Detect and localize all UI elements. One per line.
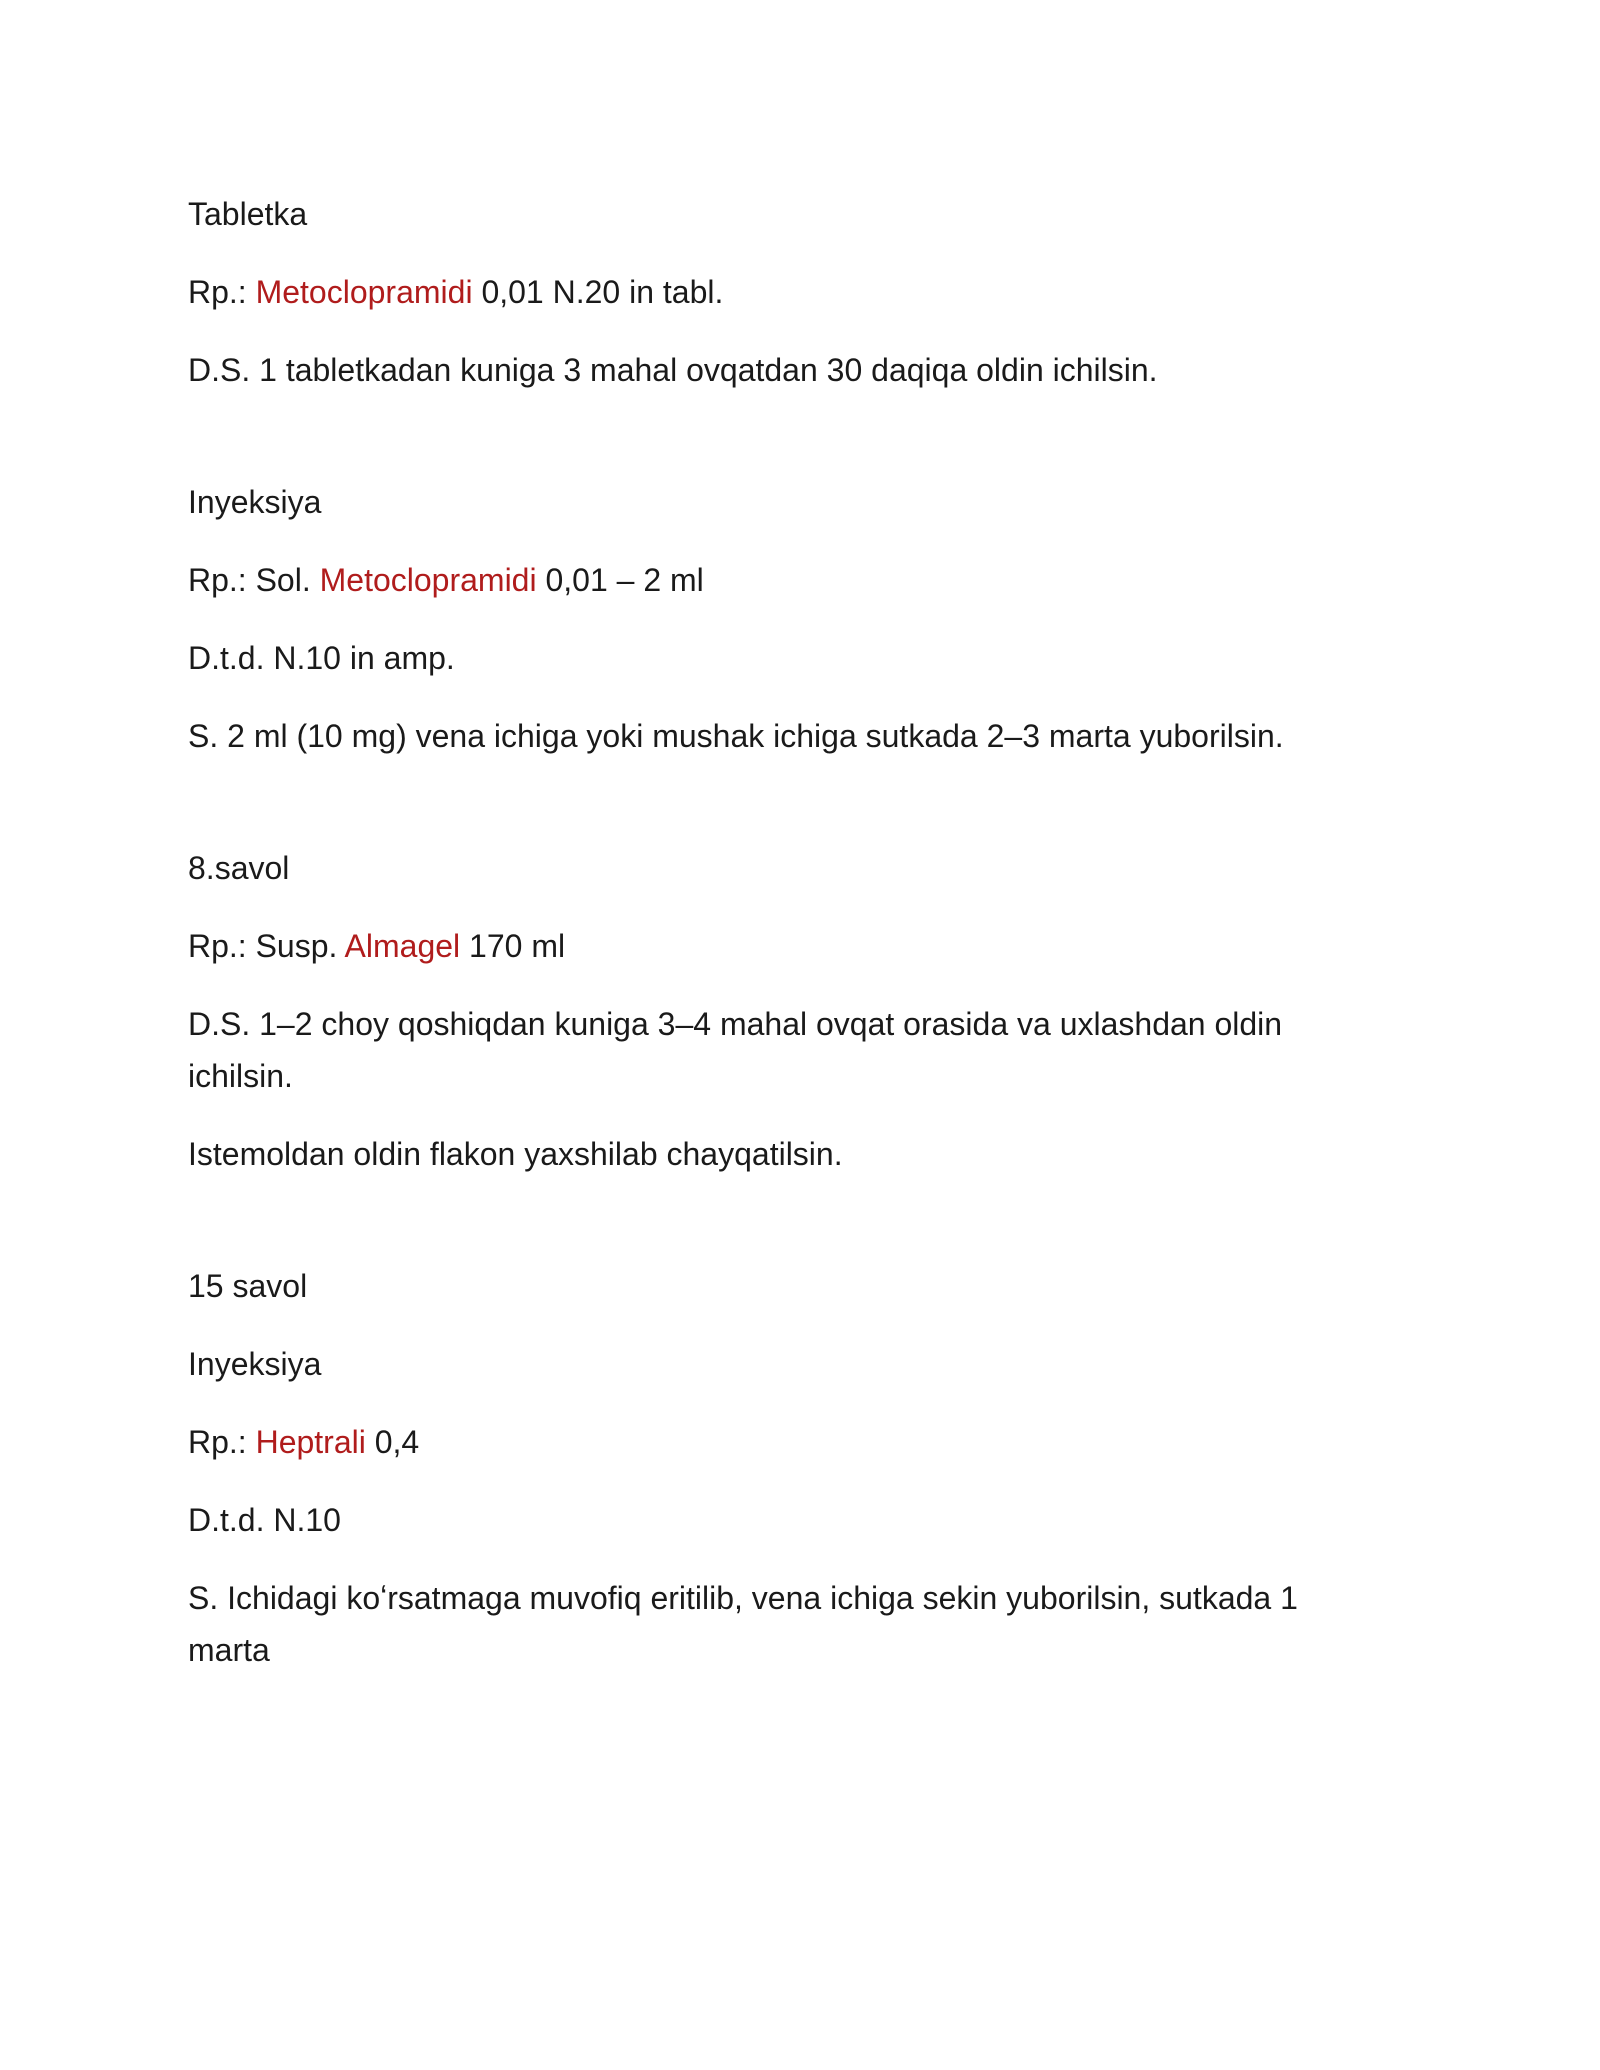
signa-line: D.S. 1–2 choy qoshiqdan kuniga 3–4 mahal ovqat orasida va uxlashdan oldin ichilsin. [188, 1006, 1283, 1094]
section-tablet [188, 188, 1388, 396]
section-question-15 [188, 1260, 1388, 1676]
drug-name: Metoclopramidi [255, 274, 473, 310]
drug-name: Almagel [344, 928, 461, 964]
section-question-8 [188, 842, 1388, 1180]
rp-dose: 0,01 N.20 in tabl. [472, 274, 724, 310]
section-subheading: Inyeksiya [188, 1346, 322, 1382]
prescription-line [188, 1416, 1388, 1468]
prescription-line [188, 554, 1388, 606]
drug-name: Heptrali [255, 1424, 366, 1460]
rp-prefix: Rp.: [188, 1424, 256, 1460]
rp-dose: 170 ml [460, 928, 566, 964]
rp-dose: 0,4 [365, 1424, 420, 1460]
rp-prefix: Rp.: [188, 274, 256, 310]
signa-line: S. 2 ml (10 mg) vena ichiga yoki mushak ichiga sutkada 2–3 marta yuborilsin. [188, 718, 1284, 754]
rp-dose: 0,01 – 2 ml [536, 562, 704, 598]
prescription-line [188, 266, 1388, 318]
dtd-line: D.t.d. N.10 [188, 1502, 341, 1538]
rp-prefix: Rp.: Sol. [188, 562, 320, 598]
prescription-line [188, 920, 1388, 972]
note-line: Istemoldan oldin flakon yaxshilab chayqatilsin. [188, 1136, 843, 1172]
section-heading: Inyeksiya [188, 484, 322, 520]
signa-line: D.S. 1 tabletkadan kuniga 3 mahal ovqatdan 30 daqiqa oldin ichilsin. [188, 352, 1158, 388]
document-body [188, 188, 1388, 1702]
section-injection [188, 476, 1388, 762]
dtd-line: D.t.d. N.10 in amp. [188, 640, 455, 676]
rp-prefix: Rp.: Susp. [188, 928, 345, 964]
section-heading: 8.savol [188, 850, 290, 886]
signa-line: S. Ichidagi koʻrsatmaga muvofiq eritilib, vena ichiga sekin yuborilsin, sutkada 1 marta [188, 1580, 1298, 1668]
section-heading: 15 savol [188, 1268, 308, 1304]
drug-name: Metoclopramidi [319, 562, 537, 598]
section-heading: Tabletka [188, 196, 308, 232]
